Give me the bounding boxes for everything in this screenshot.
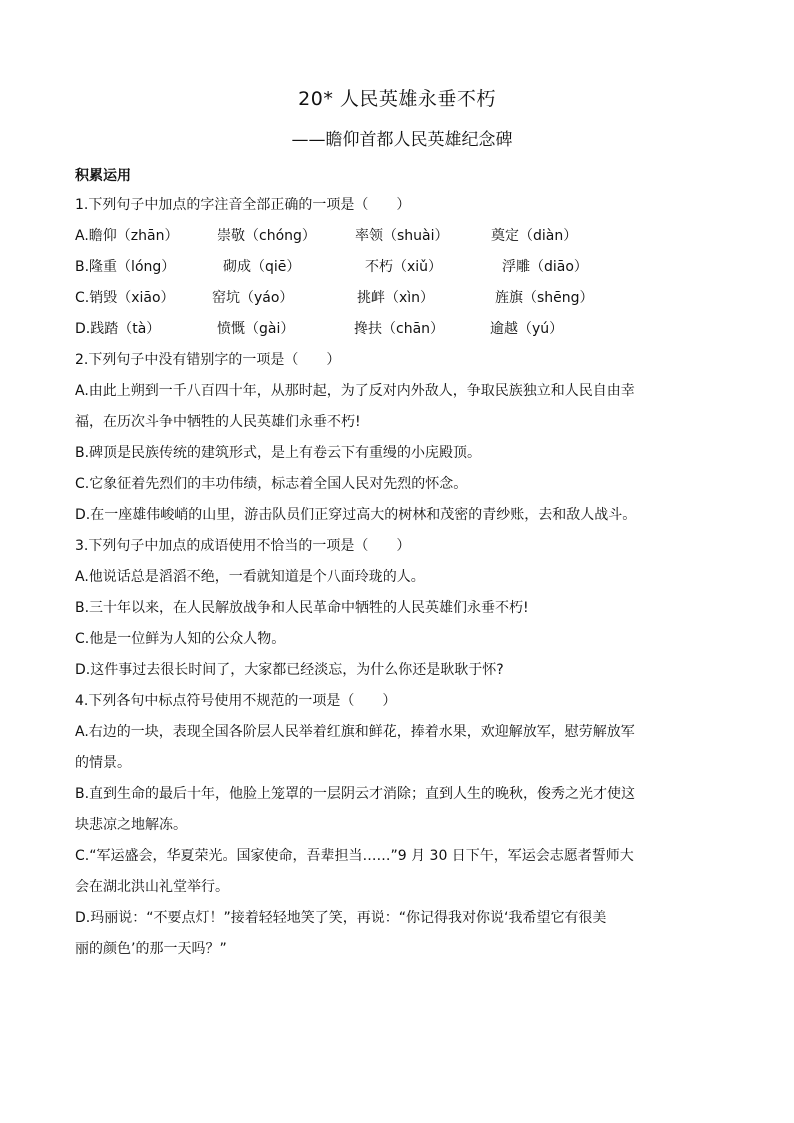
section-heading: 积累运用 bbox=[75, 168, 131, 184]
question-1-option-row-b bbox=[75, 252, 725, 283]
question-3-line: B.三十年以来，在人民解放战争和人民革命中牺牲的人民英雄们永垂不朽! bbox=[75, 600, 529, 616]
option-item: 逾越（yú） bbox=[490, 321, 564, 337]
question-1-option-row-a bbox=[75, 221, 725, 252]
question-3-line: C.他是一位鲜为人知的公众人物。 bbox=[75, 631, 286, 647]
question-4-line: 会在湖北洪山礼堂举行。 bbox=[75, 879, 229, 895]
option-item: 奠定（diàn） bbox=[491, 228, 578, 244]
question-1-stem: 1.下列句子中加点的字注音全部正确的一项是（ ） bbox=[75, 197, 411, 213]
question-3-line: A.他说话总是滔滔不绝，一看就知道是个八面玲珑的人。 bbox=[75, 569, 425, 585]
question-2-line: B.碑顶是民族传统的建筑形式，是上有卷云下有重缦的小庑殿顶。 bbox=[75, 445, 482, 461]
question-2-line: C.它象征着先烈们的丰功伟绩，标志着全国人民对先烈的怀念。 bbox=[75, 476, 468, 492]
question-4-line: D.玛丽说：“不要点灯！”接着轻轻地笑了笑，再说：“你记得我对你说‘我希望它有很美 bbox=[75, 910, 607, 926]
option-item: 浮雕（diāo） bbox=[502, 259, 588, 275]
question-1-option-row-d bbox=[75, 314, 725, 345]
question-list bbox=[75, 190, 725, 965]
option-item: 搀扶（chān） bbox=[354, 321, 445, 337]
question-1-option-row-c bbox=[75, 283, 725, 314]
option-item: 崇敬（chóng） bbox=[217, 228, 316, 244]
option-item: 愤慨（gài） bbox=[217, 321, 295, 337]
option-item: C.销毁（xiāo） bbox=[75, 290, 175, 306]
option-item: B.隆重（lóng） bbox=[75, 259, 176, 275]
question-2-line: D.在一座雄伟峻峭的山里，游击队员们正穿过高大的树林和茂密的青纱账，去和敌人战斗。 bbox=[75, 507, 637, 523]
question-3-line: D.这件事过去很长时间了，大家都已经淡忘，为什么你还是耿耿于怀? bbox=[75, 662, 504, 678]
option-item: A.瞻仰（zhān） bbox=[75, 228, 179, 244]
option-item: 砌成（qiē） bbox=[223, 259, 301, 275]
question-4-line: A.右边的一块，表现全国各阶层人民举着红旗和鲜花，捧着水果，欢迎解放军，慰劳解放军 bbox=[75, 724, 635, 740]
question-3-stem: 3.下列句子中加点的成语使用不恰当的一项是（ ） bbox=[75, 538, 411, 554]
lesson-subtitle: ——瞻仰首都人民英雄纪念碑 bbox=[291, 130, 513, 150]
question-4-line: 丽的颜色’的那一天吗？” bbox=[75, 941, 227, 957]
option-item: 挑衅（xìn） bbox=[357, 290, 435, 306]
question-2-stem: 2.下列句子中没有错别字的一项是（ ） bbox=[75, 352, 341, 368]
question-2-line: A.由此上朔到一千八百四十年，从那时起，为了反对内外敌人，争取民族独立和人民自由幸 bbox=[75, 383, 635, 399]
option-item: 窑坑（yáo） bbox=[212, 290, 294, 306]
question-4-line: 块悲凉之地解冻。 bbox=[75, 817, 187, 833]
option-item: D.践踏（tà） bbox=[75, 321, 161, 337]
question-4-line: C.“军运盛会，华夏荣光。国家使命，吾辈担当……”9 月 30 日下午，军运会志愿者誓师大 bbox=[75, 848, 634, 864]
option-item: 旌旗（shēng） bbox=[495, 290, 594, 306]
lesson-title: 20* 人民英雄永垂不朽 bbox=[298, 88, 496, 110]
question-2-line: 福，在历次斗争中牺牲的人民英雄们永垂不朽! bbox=[75, 414, 361, 430]
question-4-line: B.直到生命的最后十年，他脸上笼罩的一层阴云才消除；直到人生的晚秋，俊秀之光才使这 bbox=[75, 786, 636, 802]
option-item: 不朽（xiǔ） bbox=[365, 259, 443, 275]
question-4-line: 的情景。 bbox=[75, 755, 131, 771]
question-4-stem: 4.下列各句中标点符号使用不规范的一项是（ ） bbox=[75, 693, 397, 709]
option-item: 率领（shuài） bbox=[355, 228, 449, 244]
